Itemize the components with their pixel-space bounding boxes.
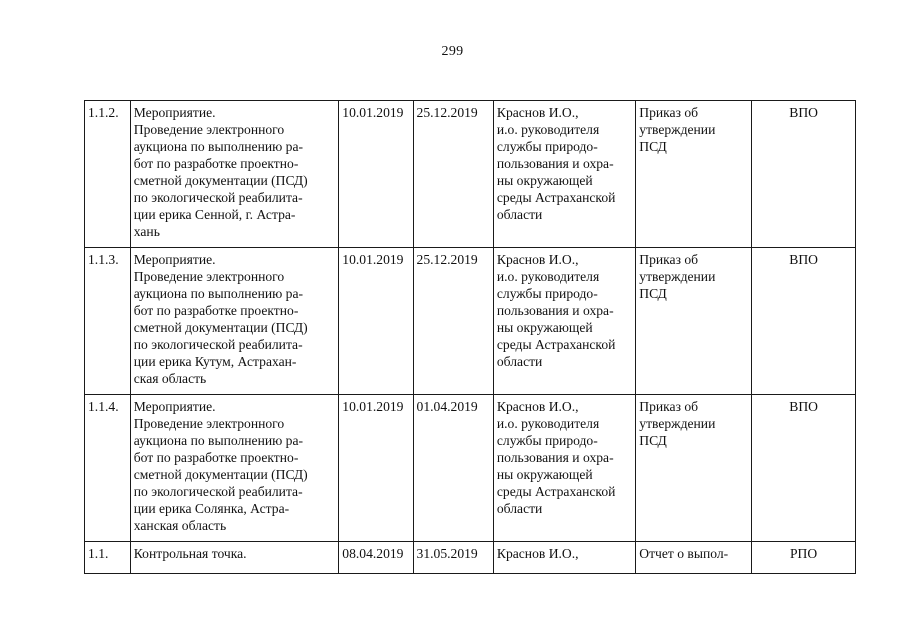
activity-title: Мероприятие. Проведение электронного аукциона по выполнению ра- бот по разработке проектно- сметной документации (ПСД) по экологической реабилита- ции ерика Кутум, Астрахан- ская область: [130, 248, 339, 395]
start-date: 10.01.2019: [339, 395, 413, 542]
row-number: 1.1.: [85, 542, 131, 574]
start-date: 08.04.2019: [339, 542, 413, 574]
result-code: РПО: [752, 542, 856, 574]
table-row: [85, 542, 856, 574]
page-number: 299: [441, 44, 464, 59]
plan-table: [84, 100, 856, 574]
result-document: Приказ об утверждении ПСД: [636, 248, 752, 395]
end-date: 25.12.2019: [413, 101, 493, 248]
responsible-person: Краснов И.О., и.о. руководителя службы природо- пользования и охра- ны окружающей среды Астраханской области: [493, 248, 635, 395]
result-document: Приказ об утверждении ПСД: [636, 101, 752, 248]
table-row: [85, 248, 856, 395]
responsible-person: Краснов И.О., и.о. руководителя службы природо- пользования и охра- ны окружающей среды Астраханской области: [493, 101, 635, 248]
end-date: 25.12.2019: [413, 248, 493, 395]
row-number: 1.1.4.: [85, 395, 131, 542]
row-number: 1.1.2.: [85, 101, 131, 248]
table-row: [85, 395, 856, 542]
result-code: ВПО: [752, 395, 856, 542]
table-row: [85, 101, 856, 248]
responsible-person: Краснов И.О., и.о. руководителя службы природо- пользования и охра- ны окружающей среды Астраханской области: [493, 395, 635, 542]
result-code: ВПО: [752, 248, 856, 395]
start-date: 10.01.2019: [339, 101, 413, 248]
end-date: 01.04.2019: [413, 395, 493, 542]
activity-title: Контрольная точка.: [130, 542, 339, 574]
result-code: ВПО: [752, 101, 856, 248]
activity-title: Мероприятие. Проведение электронного аукциона по выполнению ра- бот по разработке проектно- сметной документации (ПСД) по экологической реабилита- ции ерика Солянка, Астра- ханская область: [130, 395, 339, 542]
row-number: 1.1.3.: [85, 248, 131, 395]
result-document: Отчет о выпол-: [636, 542, 752, 574]
end-date: 31.05.2019: [413, 542, 493, 574]
activity-title: Мероприятие. Проведение электронного аукциона по выполнению ра- бот по разработке проектно- сметной документации (ПСД) по экологической реабилита- ции ерика Сенной, г. Астра- хань: [130, 101, 339, 248]
responsible-person: Краснов И.О.,: [493, 542, 635, 574]
result-document: Приказ об утверждении ПСД: [636, 395, 752, 542]
start-date: 10.01.2019: [339, 248, 413, 395]
